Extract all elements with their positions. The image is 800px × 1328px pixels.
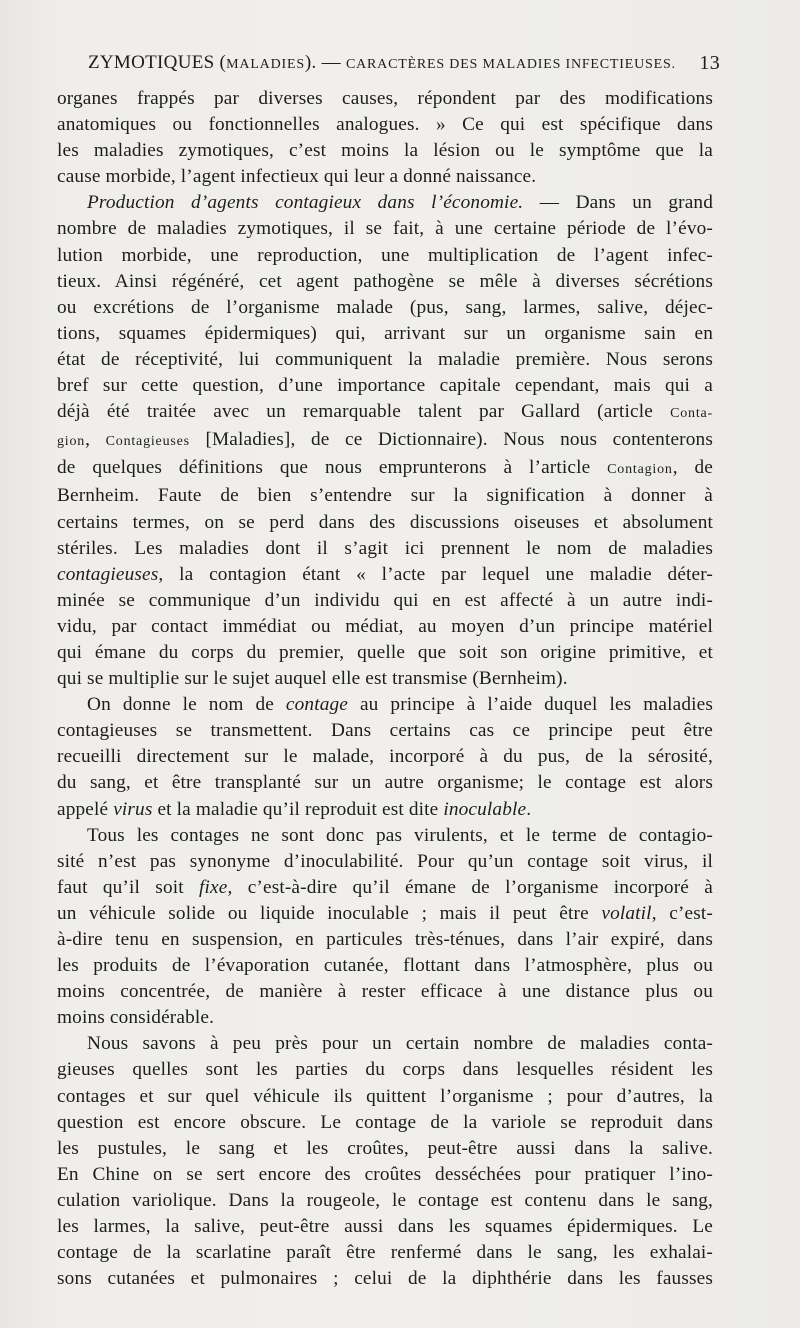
page-number: 13 — [699, 52, 720, 74]
text-fragment: un véhicule solide ou liquide inoculable ; mais il peut être — [57, 902, 602, 924]
text-line: Nous savons à peu près pour un certain nombre de maladies conta- — [87, 1033, 713, 1055]
running-title-main: ZYMOTIQUES ( — [88, 52, 227, 73]
text-line: moins concentrée, de manière à rester efficace à une distance plus ou — [57, 981, 713, 1003]
text-line: Bernheim. Faute de bien s’entendre sur la signification à donner à — [57, 485, 713, 507]
text-line: qui se multiplie sur le sujet auquel elle est transmise (Bernheim). — [57, 668, 568, 690]
text-line: à-dire tenu en suspension, en particules très-ténues, dans l’air expiré, dans — [57, 929, 713, 950]
text-line — [57, 797, 713, 823]
emphasis: virus — [113, 798, 153, 820]
text-line: tions, squames épidermiques) qui, arrivant sur un organisme sain en — [57, 322, 713, 344]
text-line: recueilli directement sur le malade, incorporé à du pus, de la sérosité, — [57, 746, 713, 768]
text-line — [57, 427, 713, 455]
text-line: les larmes, la salive, peut-être aussi dans les squames épidermiques. Le — [57, 1216, 713, 1238]
section-heading: Production d’agents contagieux dans l’économie. — [87, 192, 524, 214]
text-fragment: , la contagion étant « l’acte par lequel une maladie déter- — [158, 563, 713, 585]
running-title-small-caps: MALADIES — [226, 57, 305, 72]
text-line: nombre de maladies zymotiques, il se fait, à une certaine période de l’évo- — [57, 218, 713, 240]
emphasis: volatil — [601, 902, 652, 924]
text-line: sité n’est pas synonyme d’inoculabilité. Pour qu’un contage soit virus, il — [57, 850, 713, 872]
section-heading-line — [57, 190, 713, 216]
running-title-subject: CARACTÈRES DES MALADIES INFECTIEUSES. — [345, 57, 676, 72]
text-line: les produits de l’évaporation cutanée, flottant dans l’atmosphère, plus ou — [57, 955, 713, 977]
text-fragment: faut qu’il soit — [57, 876, 200, 898]
body-text — [57, 86, 713, 1292]
text-line: stériles. Les maladies dont il s’agit ici prennent le nom de maladies — [57, 537, 713, 559]
text-line: cause morbide, l’agent infectieux qui leur a donné naissance. — [57, 166, 537, 188]
cross-reference: gion — [57, 434, 86, 450]
cross-reference: Conta- — [670, 406, 713, 422]
text-line — [57, 901, 713, 927]
text-fragment: au principe à l’aide duquel les maladies — [348, 694, 713, 716]
text-fragment: On donne le nom de — [87, 694, 286, 716]
emphasis: fixe — [199, 876, 228, 898]
text-fragment: de quelques définitions que nous emprunterons à l’article — [57, 457, 608, 479]
text-line: contage de la scarlatine paraît être renfermé dans le sang, les exhalai- — [57, 1242, 713, 1264]
text-line: qui émane du corps du premier, quelle que soit son origine primitive, et — [57, 641, 713, 663]
text-fragment: déjà été traitée avec un remarquable talent par Gallard (article — [57, 401, 671, 423]
text-fragment: appelé — [57, 798, 114, 820]
text-fragment: [Maladies], de ce Dictionnaire). Nous nous contenterons — [189, 429, 713, 451]
text-line: vidu, par contact immédiat ou médiat, au moyen d’un principe matériel — [57, 615, 713, 637]
text-line: ou excrétions de l’organisme malade (pus, sang, larmes, salive, déjec- — [57, 296, 713, 318]
text-line: état de réceptivité, lui communiquent la maladie première. Nous serons — [57, 348, 713, 370]
text-line: tieux. Ainsi régénéré, cet agent pathogène se mêle à diverses sécrétions — [57, 270, 713, 292]
emphasis: inoculable — [443, 798, 527, 820]
text-line — [57, 692, 713, 718]
text-line: anatomiques ou fonctionnelles analogues. » Ce qui est spécifique dans — [57, 114, 713, 136]
text-line: En Chine on se sert encore des croûtes desséchées pour pratiquer l’ino- — [57, 1163, 713, 1185]
text-line: bref sur cette question, d’une importance capitale cependant, mais qui a — [57, 375, 713, 397]
running-title-separator: ). — — [304, 52, 346, 73]
text-line — [57, 455, 713, 483]
text-fragment: , de — [672, 457, 713, 479]
text-fragment: et la maladie qu’il reproduit est dite — [152, 798, 444, 820]
text-line: les maladies zymotiques, c’est moins la lésion ou le symptôme que la — [57, 140, 713, 162]
emphasis: contage — [285, 694, 349, 716]
emphasis: contagieuses — [57, 563, 159, 585]
text-line — [57, 399, 713, 427]
running-header — [88, 52, 720, 80]
text-line: moins considérable. — [57, 1007, 215, 1029]
text-line: certains termes, on se perd dans des discussions oiseuses et absolument — [57, 511, 713, 533]
text-line: minée se communique d’un individu qui en est affecté à un autre indi- — [57, 589, 713, 611]
text-fragment: — Dans un grand — [523, 192, 713, 214]
text-fragment: , — [85, 429, 106, 451]
cross-reference: Contagion — [607, 462, 673, 478]
text-line — [57, 875, 713, 901]
text-line: lution morbide, une reproduction, une multiplication de l’agent infec- — [57, 244, 713, 266]
text-line: du sang, et être transplanté sur un autre organisme; le contage est alors — [57, 772, 713, 794]
text-line: gieuses quelles sont les parties du corps dans lesquelles résident les — [57, 1059, 713, 1081]
text-line: les pustules, le sang et les croûtes, peut-être aussi dans la salive. — [57, 1137, 713, 1159]
text-line: question est encore obscure. Le contage de la variole se reproduit dans — [57, 1111, 713, 1133]
text-line — [57, 562, 713, 588]
text-line: contages et sur quel véhicule ils quittent l’organisme ; pour d’autres, la — [57, 1085, 713, 1107]
text-line: Tous les contages ne sont donc pas virulents, et le terme de contagio- — [87, 824, 713, 846]
text-fragment: , c’est- — [651, 902, 713, 924]
text-line: culation variolique. Dans la rougeole, le contage est contenu dans le sang, — [57, 1189, 713, 1211]
cross-reference: Contagieuses — [105, 434, 190, 450]
text-fragment: , c’est-à-dire qu’il émane de l’organisme incorporé à — [227, 876, 713, 898]
text-line: sons cutanées et pulmonaires ; celui de la diphthérie dans les fausses — [57, 1268, 713, 1290]
text-fragment: . — [526, 798, 532, 820]
text-line: contagieuses se transmettent. Dans certains cas ce principe peut être — [57, 720, 713, 742]
text-line: organes frappés par diverses causes, répondent par des modifications — [57, 88, 713, 109]
running-title — [88, 52, 676, 74]
